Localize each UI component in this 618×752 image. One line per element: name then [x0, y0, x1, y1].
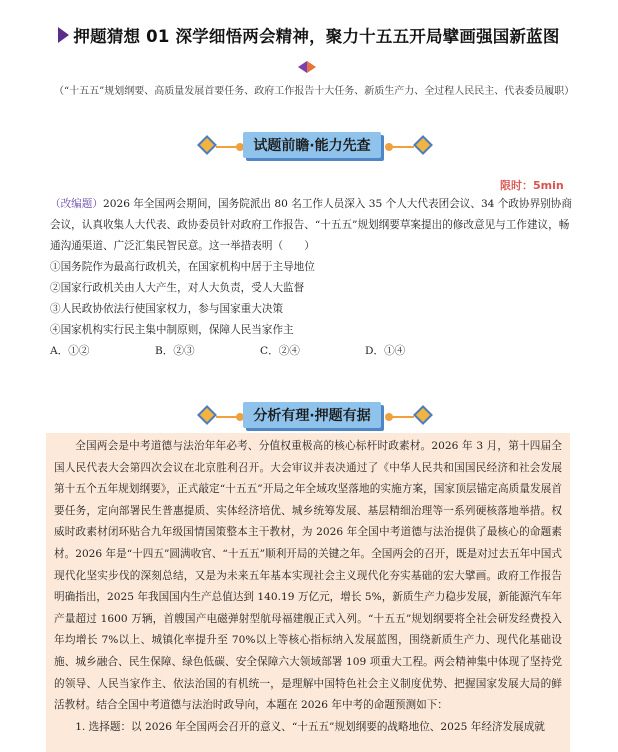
diamond-icon — [413, 135, 433, 155]
option-b: B．②③ — [155, 345, 195, 357]
answer-options — [50, 341, 575, 362]
question-block — [50, 194, 575, 362]
question-source-label: （改编题） — [50, 198, 103, 210]
statement-1: ①国务院作为最高行政机关，在国家机构中居于主导地位 — [50, 261, 315, 273]
keywords-line: （“十五五”规划纲要、高质量发展首要任务、政府工作报告十大任务、新质生产力、全过程人民民主、代表委员履职） — [54, 86, 575, 97]
statement-4: ④国家机构实行民主集中制原则，保障人民当家作主 — [50, 324, 294, 336]
diamond-icon — [413, 405, 433, 425]
section-banner-preview — [0, 130, 618, 164]
banner-line — [216, 146, 238, 148]
page-title-row — [0, 22, 618, 48]
banner-line — [392, 146, 414, 148]
question-stem-text: 2026 年全国两会期间，国务院派出 80 名工作人员深入 35 个人大代表团会议、34 个政协界别协商会议，认真收集人大代表、政协委员针对政府工作报告、“十五五”规划纲要草案提出的修改意见与工作建议，畅通沟通渠道、广泛汇集民智民意。这一举措表明（ ） — [50, 198, 572, 252]
diamond-icon — [197, 405, 217, 425]
option-c: C．②④ — [260, 345, 300, 357]
double-triangle-ornament-icon — [296, 60, 318, 74]
statement-2: ②国家行政机关由人大产生，对人大负责，受人大监督 — [50, 282, 305, 294]
statement-3: ③人民政协依法行使国家权力，参与国家重大决策 — [50, 303, 284, 315]
page-title: 押题猜想 01 深学细悟两会精神，聚力十五五开局擘画强国新蓝图 — [73, 27, 560, 46]
diamond-icon — [197, 135, 217, 155]
section-title-preview: 试题前瞻·能力先查 — [243, 132, 381, 158]
section-title-analysis: 分析有理·押题有据 — [243, 402, 381, 428]
question-stem — [50, 194, 575, 257]
triangle-bullet-icon — [58, 27, 69, 43]
banner-line — [392, 416, 414, 418]
analysis-paragraph: 全国两会是中考道德与法治年年必考、分值权重极高的核心标杆时政素材。2026 年 3 月，第十四届全国人民代表大会第四次会议在北京胜利召开。大会审议并表决通过了《中华人民共和国国民经济和社会发展第十五个五年规划纲要》，正式敲定“十五五”开局之年全域攻坚落地的实施方案，国家顶层锚定高质量发展首要任务，定向部署民生普惠提质、实体经济培优、城乡统筹发展、基层精细治理等一系列硬核落地举措。权威时政素材闭环贴合九年级国情国策整本主干教材，为 2026 年全国中考道德与法治提供了最核心的命题素材。2026 年是“十四五”圆满收官、“十五五”顺利开局的关键之年。全国两会的召开，既是对过去五年中国式现代化坚实步伐的深刻总结，又是为未来五年基本实现社会主义现代化夯实基础的宏大擘画。政府工作报告明确指出，2025 年我国国内生产总值达到 140.19 万亿元，增长 5%，新质生产力稳步发展，新能源汽车年产量超过 1600 万辆，首艘国产电磁弹射型航母福建舰正式入列。“十五五”规划纲要将全社会研发经费投入年均增长 7%以上、城镇化率提升至 70%以上等核心指标纳入发展蓝图，围绕新质生产力、现代化基础设施、城乡融合、民生保障、绿色低碳、安全保障六大领域部署 109 项重大工程。两会精神集中体现了坚持党的领导、人民当家作主、依法治国的有机统一，是理解中国特色社会主义制度优势、把握国家发展大局的鲜活教材。结合全国中考道德与法治时政导向，本题在 2026 年中考的命题预测如下： — [54, 440, 562, 712]
analysis-item-1: 1. 选择题：以 2026 年全国两会召开的意义、“十五五”规划纲要的战略地位、2025 年经济发展成就 — [75, 720, 545, 733]
option-a: A．①② — [50, 345, 90, 357]
banner-line — [216, 416, 238, 418]
analysis-box — [46, 433, 570, 752]
section-banner-analysis — [0, 400, 618, 434]
time-limit-label: 限时：5min — [500, 179, 564, 192]
option-d: D．①④ — [365, 345, 406, 357]
